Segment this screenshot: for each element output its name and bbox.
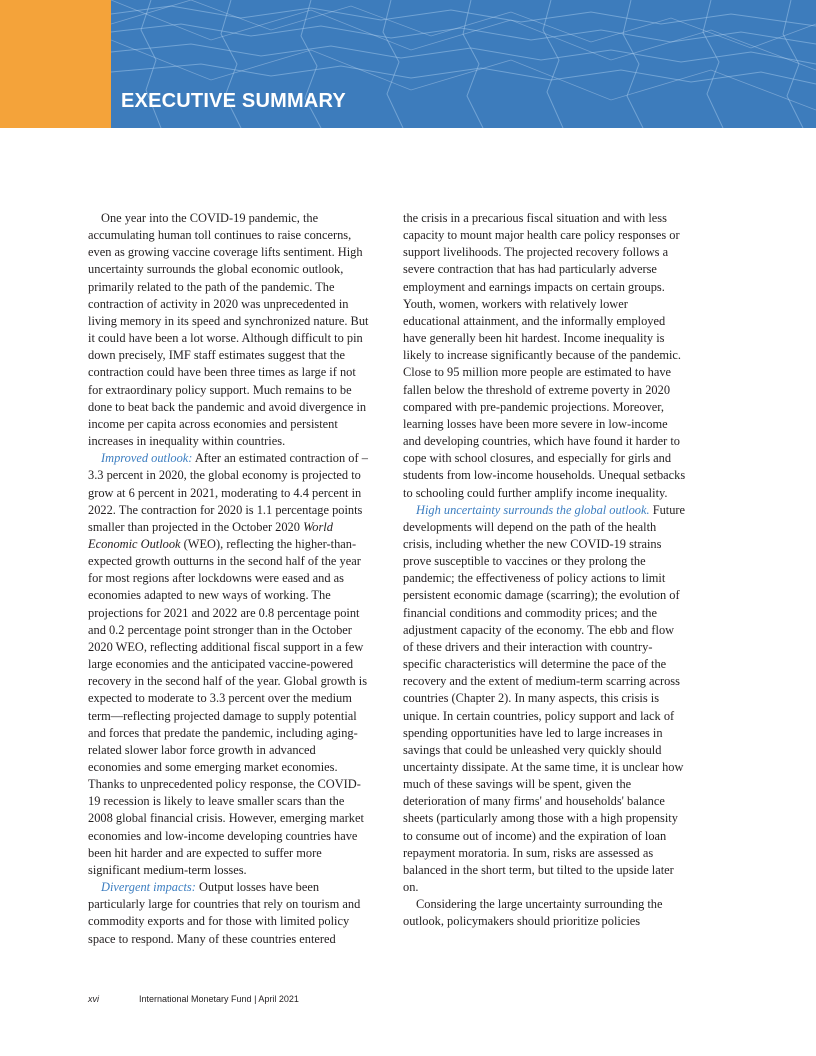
run-in-heading: High uncertainty surrounds the global outlook.	[416, 502, 650, 517]
paragraph: the crisis in a precarious fiscal situation and with less capacity to mount major health care policy responses or support livelihoods. The projected recovery follows a severe contraction that has had particularly adverse employment and earnings impacts on certain groups. Youth, women, workers with relatively lower educational attainment, and the informally employed have generally been hit hardest. Income inequality is likely to increase significantly because of the pandemic. Close to 95 million more people are estimated to have fallen below the threshold of extreme poverty in 2020 compared with pre-pandemic projections. Moreover, learning losses have been more severe in low-income and developing countries, which have found it harder to cope with school closures, and especially for girls and students from low-income households. Unequal setbacks to schooling could further amplify income inequality.	[403, 211, 686, 500]
paragraph: One year into the COVID-19 pandemic, the accumulating human toll continues to raise concerns, even as growing vaccine coverage lifts sentiment. High uncertainty surrounds the global economic outlook, primarily related to the path of the pandemic. The contraction of activity in 2020 was unprecedented in living memory in its speed and synchronized nature. But it could have been a lot worse. Although difficult to pin down precisely, IMF staff estimates suggest that the contraction could have been three times as large if not for extraordinary policy support. Much remains to be done to beat back the pandemic and avoid divergence in income per capita across economies and persistent increases in inequality within countries.	[88, 211, 369, 449]
paragraph-text: Future developments will depend on the path of the health crisis, including whether the new COVID-19 strains prove susceptible to vaccines or they prolong the pandemic; the effectiveness of policy actions to limit persistent economic damage (scarring); the evolution of financial conditions and commodity prices; and the adjustment capacity of the economy. The ebb and flow of these drivers and their interaction with country-specific characteristics will determine the pace of the recovery and the extent of medium-term scarring across countries (Chapter 2). In many aspects, this crisis is unique. In certain countries, policy support and lack of spending opportunities have led to large increases in savings that could be unleashed very quickly should uncertainty dissipate. At the same time, it is unclear how much of these savings will be spent, given the deterioration of many firms' and households' balance sheets (particularly among those with a high propensity to consume out of income) and the expiration of loan repayment moratoria. In sum, risks are assessed as balanced in the short term, but tilted to the upside later on.	[403, 502, 686, 895]
paragraph-text: (WEO), reflecting the higher-than-expected growth outturns in the second half of the year for most regions after lockdowns were eased and as economies adapted to new ways of working. The projections for 2021 and 2022 are 0.8 percentage point and 0.2 percentage point stronger than in the October 2020 WEO, reflecting additional fiscal support in a few large economies and the anticipated vaccine-powered recovery in the second half of the year. Global growth is expected to moderate to 3.3 percent over the medium term—reflecting projected damage to supply potential and forces that predate the pandemic, including aging-related slower labor force growth in advanced economies and some emerging market economies. Thanks to unprecedented policy response, the COVID-19 recession is likely to leave smaller scars than the 2008 global financial crisis. However, emerging market economies and low-income developing countries have been hit harder and are expected to suffer more significant medium-term losses.	[88, 536, 368, 877]
paragraph-text: Output losses have been particularly large for countries that rely on tourism and commodity exports and for those with limited policy space to respond. Many of these countries entered	[88, 880, 361, 946]
text-column-right	[403, 210, 686, 931]
text-column-left	[88, 210, 371, 948]
paragraph	[88, 879, 371, 948]
paragraph	[403, 502, 686, 897]
paragraph-text: After an estimated contraction of –3.3 percent in 2020, the global economy is projected to grow at 6 percent in 2021, moderating to 4.4 percent in 2022. The contraction for 2020 is 1.1 percentage points smaller than projected in the October 2020	[88, 451, 368, 534]
run-in-heading: Divergent impacts:	[101, 880, 196, 895]
publication-title: World Economic Outlook	[88, 519, 333, 551]
header-banner	[0, 0, 816, 128]
page-title: EXECUTIVE SUMMARY	[121, 90, 346, 112]
paragraph	[88, 450, 371, 879]
run-in-heading: Improved outlook:	[101, 451, 193, 466]
page-number: xvi	[88, 994, 99, 1004]
publication-credit: International Monetary Fund | April 2021	[139, 994, 299, 1004]
paragraph: Considering the large uncertainty surrounding the outlook, policymakers should prioritize policies	[403, 897, 663, 929]
accent-block	[0, 0, 111, 128]
